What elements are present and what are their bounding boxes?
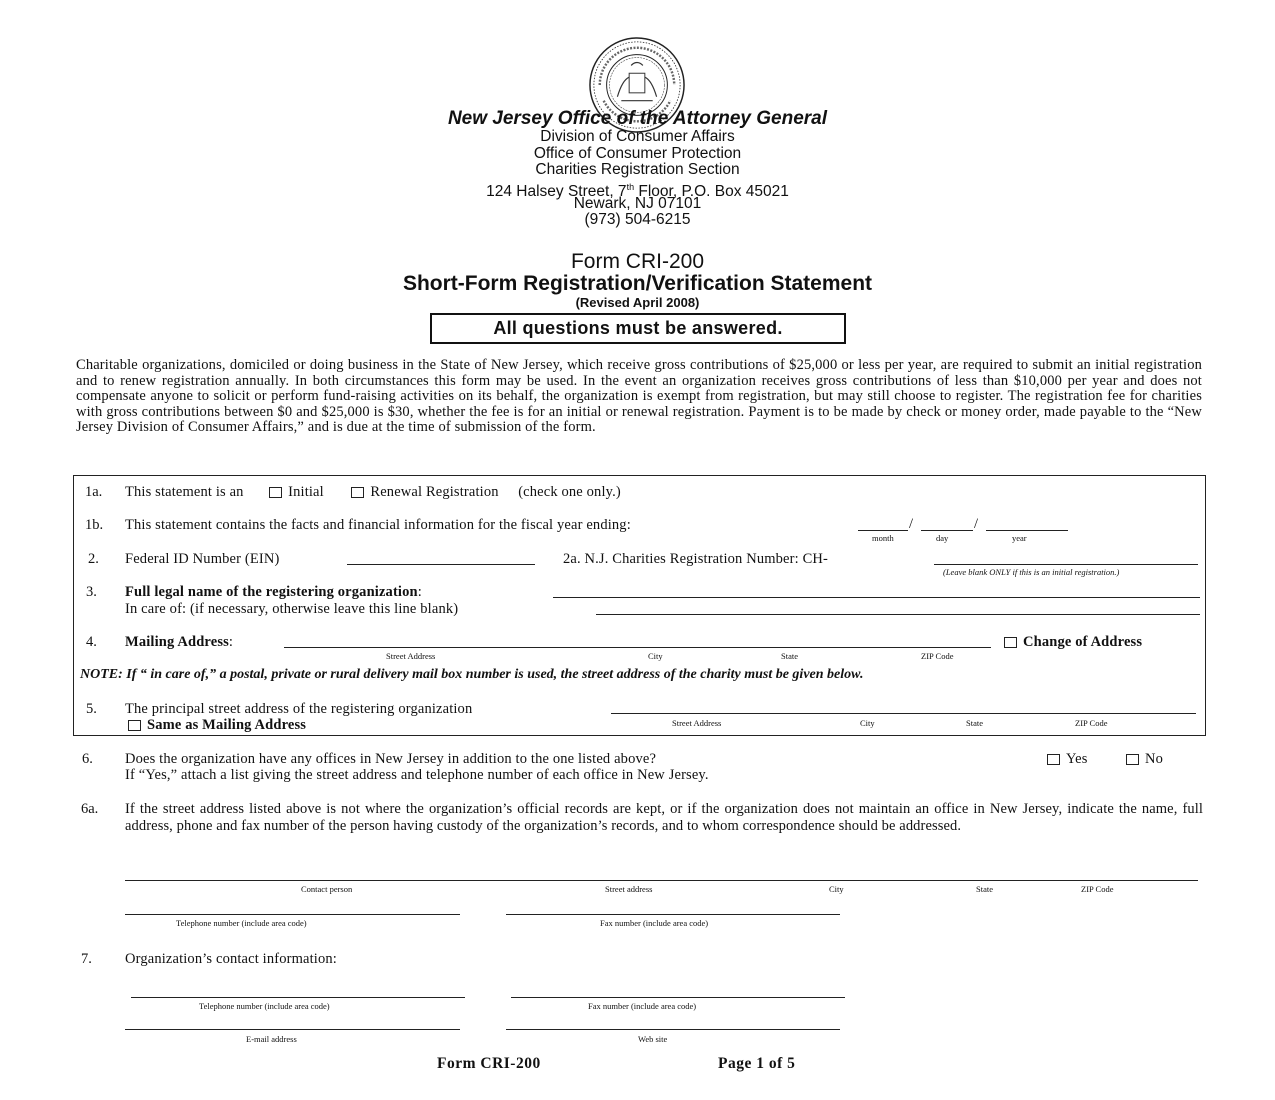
day-caption: day (936, 533, 949, 543)
q6-yes-label: Yes (1066, 751, 1088, 767)
initial-label: Initial (288, 484, 324, 500)
month-caption: month (872, 533, 894, 543)
q2a-hint: (Leave blank ONLY if this is an initial registration.) (943, 567, 1120, 577)
in-care-of-field[interactable] (596, 614, 1200, 615)
change-of-address-label: Change of Address (1023, 634, 1143, 650)
change-of-address (1004, 634, 1142, 651)
custodian-fax-caption: Fax number (include area code) (600, 918, 709, 928)
q6-no-checkbox[interactable] (1126, 754, 1139, 765)
mailing-address-field[interactable] (284, 647, 991, 648)
header-city: Newark, NJ 07101 (573, 195, 702, 212)
principal-city-caption: City (860, 718, 875, 728)
header-address: 124 Halsey Street, 7th Floor, P.O. Box 45021 (486, 182, 789, 201)
custodian-fax-field[interactable] (506, 914, 840, 915)
org-fax-field[interactable] (511, 997, 845, 998)
custodian-zip-caption: ZIP Code (1081, 884, 1114, 894)
contact-person-caption: Contact person (301, 884, 353, 894)
principal-street-caption: Street Address (672, 718, 722, 728)
all-questions-notice: All questions must be answered. (430, 313, 846, 344)
year-caption: year (1012, 533, 1027, 543)
custodian-address-field[interactable] (125, 880, 1198, 881)
principal-zip-caption: ZIP Code (1075, 718, 1108, 728)
header-line-division: Division of Consumer Affairs (540, 128, 735, 145)
form-subtitle: Short-Form Registration/Verification Statement (402, 272, 873, 295)
org-website-caption: Web site (638, 1034, 668, 1044)
footer-form-number: Form CRI-200 (437, 1055, 541, 1072)
q1b-number: 1b. (85, 517, 104, 533)
header-line-section: Charities Registration Section (535, 161, 740, 178)
initial-checkbox[interactable] (269, 487, 282, 498)
q6a-number: 6a. (81, 801, 99, 817)
q1a-label: This statement is an (125, 484, 244, 500)
org-telephone-field[interactable] (131, 997, 465, 998)
q3-number: 3. (86, 584, 97, 600)
q7-number: 7. (81, 951, 92, 967)
custodian-state-caption: State (976, 884, 993, 894)
q4-number: 4. (86, 634, 97, 650)
revised-date: (Revised April 2008) (575, 295, 700, 310)
date-slash-1: / (909, 516, 914, 532)
principal-state-caption: State (966, 718, 983, 728)
ein-label: Federal ID Number (EIN) (125, 551, 280, 567)
form-title: Form CRI-200 (570, 250, 705, 273)
agency-title: New Jersey Office of the Attorney General (447, 108, 828, 129)
q1b-text: This statement contains the facts and financial information for the fiscal year ending: (125, 517, 631, 533)
renewal-label: Renewal Registration (370, 484, 499, 500)
footer-page-number: Page 1 of 5 (718, 1055, 796, 1072)
ein-field[interactable] (347, 564, 535, 565)
q6-no-label: No (1145, 751, 1164, 767)
q5-number: 5. (86, 701, 97, 717)
q6-text: Does the organization have any offices in New Jersey in addition to the one listed above? (125, 751, 657, 767)
renewal-checkbox[interactable] (351, 487, 364, 498)
custodian-telephone-caption: Telephone number (include area code) (176, 918, 307, 928)
org-website-field[interactable] (506, 1029, 840, 1030)
q6-yes (1047, 751, 1088, 768)
q6-yes-checkbox[interactable] (1047, 754, 1060, 765)
custodian-street-caption: Street address (605, 884, 653, 894)
custodian-city-caption: City (829, 884, 844, 894)
same-as-mailing-checkbox[interactable] (128, 720, 141, 731)
mail-state-caption: State (781, 651, 798, 661)
legal-name-label: Full legal name of the registering organization: (125, 584, 422, 600)
intro-paragraph: Charitable organizations, domiciled or doing business in the State of New Jersey, which receive gross contributions of $25,000 or less per year, are required to submit an initial registration and to renew registration annually. In both circumstances this form may be used. In the event an organization receives gross contributions of less than $10,000 per year and does not compensate anyone to solicit or perform fund-raising activities on its behalf, the organization is exempt from registration, but may still choose to register. The registration fee for charities with gross contributions between $0 and $25,000 is $30, whether the fee is for an initial or renewal registration. Payment is to be made by check or money order, made payable to the “New Jersey Division of Consumer Affairs,” and is due at the time of submission of the form. (76, 357, 1202, 436)
q1a-text (125, 484, 621, 501)
nj-charities-label: 2a. N.J. Charities Registration Number: CH- (563, 551, 828, 567)
date-slash-2: / (974, 516, 979, 532)
q2-number: 2. (88, 551, 99, 567)
in-care-of-label: In care of: (if necessary, otherwise leave this line blank) (125, 601, 459, 617)
q6-no (1126, 751, 1163, 768)
same-as-mailing-label: Same as Mailing Address (147, 717, 307, 733)
mailbox-note: NOTE: If “ in care of,” a postal, private or rural delivery mail box number is used, the street address of the charity must be given below. (80, 667, 864, 682)
header-phone: (973) 504-6215 (584, 211, 691, 228)
change-of-address-checkbox[interactable] (1004, 637, 1017, 648)
org-telephone-caption: Telephone number (include area code) (199, 1001, 330, 1011)
q6a-text: If the street address listed above is not where the organization’s official records are kept, or if the organization does not maintain an office in New Jersey, indicate the name, full address, phone and fax number of the person having custody of the organization’s records, and to whom correspondence should be addressed. (125, 801, 1203, 834)
org-email-field[interactable] (125, 1029, 460, 1030)
mail-street-caption: Street Address (386, 651, 436, 661)
mailing-address-label: Mailing Address: (125, 634, 234, 650)
org-email-caption: E-mail address (246, 1034, 297, 1044)
fiscal-day-field[interactable] (921, 530, 973, 531)
custodian-telephone-field[interactable] (125, 914, 460, 915)
fiscal-month-field[interactable] (858, 530, 908, 531)
q7-text: Organization’s contact information: (125, 951, 337, 967)
q6-text-2: If “Yes,” attach a list giving the street address and telephone number of each office in New Jersey. (125, 767, 709, 783)
nj-charities-number-field[interactable] (934, 564, 1198, 565)
q1a-hint: (check one only.) (518, 484, 621, 500)
org-fax-caption: Fax number (include area code) (588, 1001, 697, 1011)
legal-name-field[interactable] (553, 597, 1200, 598)
q1a-number: 1a. (85, 484, 103, 500)
mail-zip-caption: ZIP Code (921, 651, 954, 661)
principal-address-label: The principal street address of the registering organization (125, 701, 473, 717)
q6-number: 6. (82, 751, 93, 767)
header-line-office: Office of Consumer Protection (533, 145, 742, 162)
mail-city-caption: City (648, 651, 663, 661)
fiscal-year-field[interactable] (986, 530, 1068, 531)
same-as-mailing (128, 717, 306, 734)
principal-address-field[interactable] (611, 713, 1196, 714)
